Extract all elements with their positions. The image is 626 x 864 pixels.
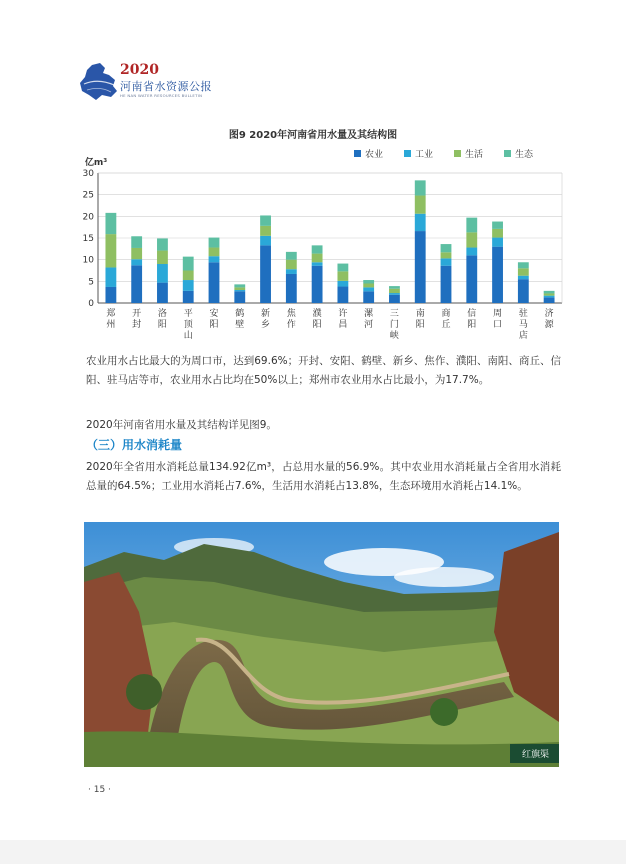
x-tick-label-char: 洛 [157, 309, 167, 319]
bar-segment [286, 260, 297, 270]
water-use-stacked-bar-chart [78, 140, 568, 350]
bar-segment [131, 236, 142, 248]
bar-segment [337, 271, 348, 281]
legend-label: 生态 [515, 150, 534, 160]
x-tick-label-char: 峡 [389, 331, 399, 341]
bar-segment [389, 286, 400, 289]
x-tick-label-char: 郑 [106, 309, 116, 319]
bar-segment [441, 244, 452, 252]
bar-segment [209, 248, 220, 257]
y-tick-label: 5 [88, 277, 94, 288]
bar-segment [312, 262, 323, 265]
bar-segment [105, 287, 116, 303]
x-tick-label-char: 新 [261, 309, 271, 319]
bar-segment [544, 293, 555, 295]
legend-swatch [504, 150, 511, 157]
bar-segment [492, 229, 503, 238]
bar-segment [131, 259, 142, 265]
bar-segment [286, 252, 297, 260]
x-tick-label-char: 作 [286, 320, 296, 330]
bar-segment [234, 287, 245, 290]
bar-segment [415, 196, 426, 214]
y-tick-label: 20 [82, 212, 94, 223]
bar-segment [363, 287, 374, 291]
x-tick-label-char: 源 [544, 320, 554, 330]
y-tick-label: 10 [82, 255, 94, 266]
bar-segment [312, 266, 323, 303]
x-tick-label-char: 信 [467, 309, 477, 319]
bar-segment [337, 281, 348, 287]
x-tick-label-char: 门 [389, 320, 399, 330]
x-tick-label-char: 阳 [209, 320, 219, 330]
x-tick-label-char: 壁 [235, 320, 245, 330]
bar-segment [312, 254, 323, 263]
x-tick-label-char: 阳 [157, 320, 167, 330]
x-tick-label-char: 州 [106, 320, 116, 330]
x-tick-label-char: 封 [132, 320, 142, 330]
bar-segment [441, 258, 452, 265]
legend-label: 工业 [415, 150, 434, 160]
x-tick-label-char: 乡 [261, 320, 271, 330]
bar-segment [492, 238, 503, 247]
bar-segment [466, 218, 477, 233]
bar-segment [466, 248, 477, 256]
chart-title: 图9 2020年河南省用水量及其结构图 [228, 130, 398, 141]
x-tick-label-char: 商 [441, 309, 451, 319]
legend-label: 生活 [465, 150, 484, 160]
bar-segment [518, 276, 529, 279]
legend-swatch [404, 150, 411, 157]
bar-segment [466, 232, 477, 247]
bar-segment [183, 291, 194, 303]
x-tick-label-char: 山 [183, 331, 193, 341]
bar-segment [157, 251, 168, 264]
page-number: · 15 · [88, 785, 111, 795]
paragraph-agriculture-share: 农业用水占比最大的为周口市，达到69.6%；开封、安阳、鹤壁、新乡、焦作、濮阳、南阳、商丘、信阳、驻马店等市，农业用水占比均在50%以上；郑州市农业用水占比最小，为17.7%。 [86, 355, 561, 386]
bar-segment [415, 214, 426, 231]
henan-map-icon [78, 62, 120, 102]
legend-label: 农业 [365, 150, 384, 160]
bar-segment [337, 264, 348, 272]
bar-segment [492, 222, 503, 229]
bar-segment [260, 245, 271, 303]
bar-segment [105, 213, 116, 234]
x-tick-label-char: 漯 [364, 309, 374, 319]
x-tick-label-char: 河 [364, 320, 374, 330]
bar-segment [209, 262, 220, 303]
bar-segment [209, 256, 220, 262]
bar-segment [286, 274, 297, 303]
bar-segment [389, 293, 400, 295]
bulletin-title: 河南省水资源公报 [120, 80, 212, 93]
bar-segment [441, 252, 452, 258]
x-tick-label-char: 平 [183, 309, 193, 319]
bar-segment [544, 297, 555, 303]
y-tick-label: 25 [82, 190, 94, 201]
x-tick-label-char: 焦 [286, 309, 296, 319]
bulletin-year: 2020 [120, 62, 159, 78]
bar-segment [131, 265, 142, 303]
x-tick-label-char: 许 [338, 309, 348, 319]
x-tick-label-char: 口 [493, 320, 503, 330]
x-tick-label-char: 周 [493, 309, 503, 319]
x-tick-label-char: 驻 [518, 309, 528, 319]
bar-segment [492, 247, 503, 303]
landscape-illustration [84, 522, 559, 767]
legend-swatch [354, 150, 361, 157]
bar-segment [183, 280, 194, 291]
bar-segment [234, 290, 245, 291]
section-heading: （三）用水消耗量 [86, 438, 183, 452]
bar-segment [286, 269, 297, 274]
x-tick-label-char: 南 [415, 309, 425, 319]
bar-segment [337, 287, 348, 303]
x-tick-label-char: 顶 [183, 320, 193, 330]
x-tick-label-char: 马 [518, 320, 528, 330]
x-tick-label-char: 阳 [467, 320, 477, 330]
x-tick-label-char: 三 [389, 309, 399, 319]
bar-segment [518, 268, 529, 275]
x-tick-label-char: 济 [544, 309, 554, 319]
bar-segment [157, 238, 168, 250]
bar-segment [389, 295, 400, 303]
bar-segment [544, 291, 555, 294]
photo-caption: 红旗渠 [510, 744, 559, 763]
x-tick-label-char: 开 [132, 309, 142, 319]
x-tick-label-char: 阳 [415, 320, 425, 330]
bar-segment [544, 296, 555, 298]
x-tick-label-char: 丘 [441, 320, 451, 330]
bar-segment [105, 234, 116, 267]
x-tick-label-char: 阳 [312, 320, 322, 330]
bar-segment [415, 180, 426, 195]
x-tick-label-char: 昌 [338, 320, 348, 330]
bar-segment [260, 236, 271, 246]
x-tick-label-char: 鹤 [235, 309, 245, 319]
y-axis-label: 亿m³ [84, 158, 108, 168]
paragraph-figure-reference: 2020年河南省用水量及其结构详见图9。 [86, 419, 277, 431]
y-tick-label: 15 [82, 234, 94, 244]
x-tick-label-char: 濮 [312, 309, 322, 319]
bar-segment [260, 226, 271, 236]
hongqi-canal-photo [84, 522, 559, 767]
bar-segment [466, 255, 477, 303]
legend-swatch [454, 150, 461, 157]
bar-segment [363, 284, 374, 288]
bar-segment [183, 257, 194, 271]
bar-segment [518, 279, 529, 303]
page-footer-band [0, 840, 626, 864]
bar-segment [312, 245, 323, 253]
bar-segment [260, 215, 271, 225]
bar-segment [363, 291, 374, 303]
y-tick-label: 0 [88, 299, 94, 309]
bar-segment [157, 283, 168, 303]
bar-segment [363, 280, 374, 283]
bar-segment [441, 266, 452, 303]
bar-segment [234, 291, 245, 303]
bar-segment [105, 267, 116, 287]
x-tick-label-char: 店 [518, 331, 528, 341]
bar-segment [209, 238, 220, 248]
bulletin-logo [78, 62, 238, 102]
y-tick-label: 30 [82, 169, 94, 179]
bar-segment [389, 289, 400, 293]
x-tick-label-char: 安 [209, 309, 219, 319]
bar-segment [415, 231, 426, 303]
bulletin-subtitle: HE NAN WATER RESOURCES BULLETIN [120, 93, 203, 98]
bar-segment [157, 264, 168, 283]
bar-segment [183, 271, 194, 281]
bar-segment [131, 248, 142, 259]
paragraph-consumption: 2020年全省用水消耗总量134.92亿m³，占总用水量的56.9%。其中农业用水消耗量占全省用水消耗总量的64.5%；工业用水消耗占7.6%，生活用水消耗占13.8%，生态环境用水消耗占14.1%。 [86, 461, 561, 492]
bar-segment [518, 262, 529, 268]
bar-segment [234, 284, 245, 287]
